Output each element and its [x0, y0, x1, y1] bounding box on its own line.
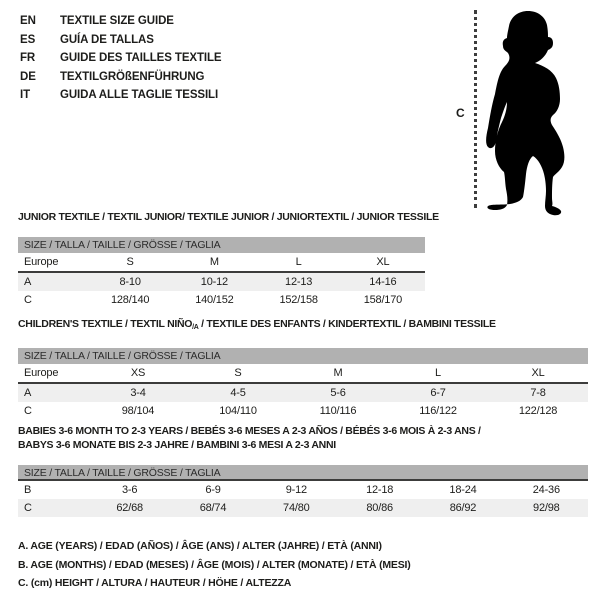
table-title-line: BABIES 3-6 MONTH TO 2-3 YEARS / BEBÉS 3-6 MESES A 2-3 AÑOS / BÉBÉS 3-6 MOIS À 2-3 ANS /: [18, 425, 481, 437]
size-cell: S: [126, 256, 134, 268]
legend-line-age-years: A. AGE (YEARS) / EDAD (AÑOS) / ÂGE (ANS) / ALTER (JAHRE) / ETÀ (ANNI): [18, 540, 382, 552]
table-title: [18, 424, 588, 452]
size-cell: 116/122: [419, 405, 457, 417]
legend-line-age-months: B. AGE (MONTHS) / EDAD (MESES) / ÂGE (MOIS) / ALTER (MONATE) / ETÀ (MESI): [18, 558, 411, 571]
legend-line-height: C. (cm) HEIGHT / ALTURA / HAUTEUR / HÖHE / ALTEZZA: [18, 577, 292, 589]
language-row: [20, 68, 222, 87]
language-code: EN: [20, 15, 36, 28]
size-cell: XL: [376, 256, 390, 268]
baby-silhouette-icon: [483, 8, 593, 216]
size-cell: 14-16: [369, 276, 397, 288]
row-label: A: [24, 387, 32, 399]
size-cell: 152/158: [279, 294, 318, 306]
size-cell: 12-18: [366, 484, 394, 496]
measure-legend: [18, 537, 411, 593]
row-label: C: [24, 502, 32, 514]
junior-size-table: [18, 210, 439, 309]
row-label: B: [24, 484, 32, 496]
language-row: [20, 86, 222, 105]
size-cell: 92/98: [533, 502, 560, 514]
language-code: FR: [20, 52, 36, 65]
table-row: [18, 384, 588, 402]
table-title-line: CHILDREN'S TEXTILE / TEXTIL $NIÑO_{/A}$ / TEXTILE DES ENFANTS / KINDERTEXTIL / BAMBINI TESSILE: [18, 318, 496, 331]
size-cell: 12-13: [285, 276, 313, 288]
babies-size-table: [18, 424, 588, 517]
size-cell: 68/74: [199, 502, 227, 514]
language-title: GUIDE DES TAILLES TEXTILE: [60, 52, 222, 65]
height-measure-label: C: [456, 106, 465, 120]
table-row: [18, 253, 425, 273]
size-cell: 104/110: [219, 405, 257, 417]
size-cell: 8-10: [119, 276, 141, 288]
table-size-header: SIZE / TALLA / TAILLE / GRÖSSE / TAGLIA: [18, 465, 588, 481]
language-code: IT: [20, 89, 31, 102]
table-title: [18, 210, 439, 224]
size-cell: S: [234, 367, 242, 379]
size-cell: 80/86: [366, 502, 393, 514]
row-label: Europe: [24, 256, 59, 268]
table-row: [18, 499, 588, 517]
language-code: ES: [20, 33, 36, 46]
language-title: GUIDA ALLE TAGLIE TESSILI: [60, 89, 219, 102]
table-rows: [18, 364, 588, 420]
row-label: C: [24, 405, 32, 417]
size-cell: 6-7: [430, 387, 446, 399]
table-title: [18, 317, 588, 335]
size-cell: 3-6: [122, 484, 138, 496]
table-title-line: JUNIOR TEXTILE / TEXTIL JUNIOR/ TEXTILE JUNIOR / JUNIORTEXTIL / JUNIOR TESSILE: [18, 211, 439, 223]
row-label: Europe: [24, 367, 59, 379]
table-row: [18, 364, 588, 384]
size-cell: 4-5: [230, 387, 246, 399]
language-title: TEXTILGRÖßENFÜHRUNG: [60, 70, 205, 83]
height-measure-dotted-line: [474, 10, 477, 208]
size-cell: 18-24: [449, 484, 477, 496]
language-row: [20, 12, 222, 31]
children-size-table: [18, 317, 588, 420]
table-title-line: BABYS 3-6 MONATE BIS 2-3 JAHRE / BAMBINI 3-6 MESI A 2-3 ANNI: [18, 439, 336, 451]
language-code: DE: [20, 70, 36, 83]
table-row: [18, 273, 425, 291]
row-label: A: [24, 276, 32, 288]
language-row: [20, 49, 222, 68]
size-cell: M: [333, 367, 343, 379]
size-cell: 98/104: [121, 405, 155, 417]
size-cell: 74/80: [283, 502, 310, 514]
size-cell: 9-12: [285, 484, 307, 496]
size-cell: 62/68: [116, 502, 143, 514]
size-cell: M: [209, 256, 219, 268]
size-cell: L: [295, 256, 302, 268]
size-cell: 6-9: [205, 484, 221, 496]
size-cell: 158/170: [363, 294, 403, 306]
size-cell: 5-6: [330, 387, 346, 399]
size-cell: 140/152: [195, 294, 234, 306]
size-cell: 110/116: [319, 405, 357, 417]
table-row: [18, 291, 425, 309]
size-cell: 3-4: [130, 387, 146, 399]
size-cell: 7-8: [530, 387, 546, 399]
language-row: [20, 31, 222, 50]
language-title: TEXTILE SIZE GUIDE: [60, 15, 174, 28]
size-cell: L: [435, 367, 441, 379]
table-row: [18, 481, 588, 499]
language-title-block: [20, 12, 222, 105]
table-rows: [18, 253, 425, 309]
table-row: [18, 402, 588, 420]
size-cell: XS: [130, 367, 146, 379]
language-title: GUÍA DE TALLAS: [60, 33, 154, 46]
size-cell: 128/140: [110, 294, 150, 306]
table-rows: [18, 481, 588, 517]
size-cell: XL: [531, 367, 545, 379]
row-label: C: [24, 294, 32, 306]
size-cell: 24-36: [532, 484, 560, 496]
table-size-header: SIZE / TALLA / TAILLE / GRÖSSE / TAGLIA: [18, 237, 425, 253]
size-cell: 10-12: [200, 276, 228, 288]
size-cell: 122/128: [518, 405, 558, 417]
size-cell: 86/92: [449, 502, 477, 514]
table-size-header: SIZE / TALLA / TAILLE / GRÖSSE / TAGLIA: [18, 348, 588, 364]
